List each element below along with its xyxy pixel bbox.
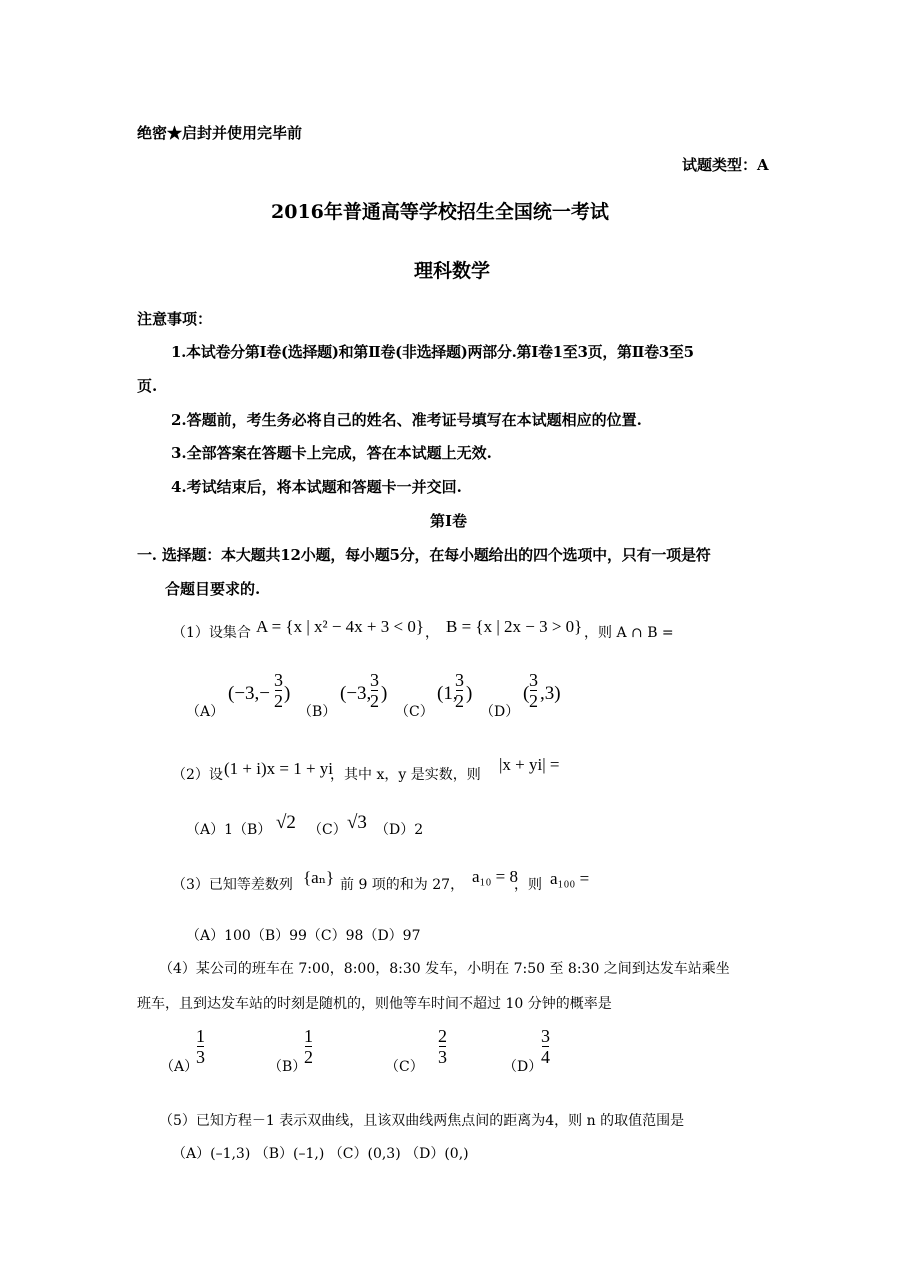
q3-tail: ，则 (514, 877, 542, 893)
q3-options: （A）100（B）99（C）98（D）97 (186, 928, 421, 944)
q2-mid: ，其中 x，y 是实数，则 (330, 767, 481, 783)
exam-subtitle: 理科数学 (414, 260, 491, 282)
q2-abs: |x + yi| = (499, 755, 560, 774)
q1-label-b: （B） (298, 704, 337, 720)
q1-option-a-num: 3 (274, 670, 283, 690)
q1-set-b: B = {x | 2x − 3 > 0} (446, 617, 583, 636)
exam-type-label: 试题类型：A (682, 156, 769, 174)
q1-option-d-den: 2 (529, 691, 538, 711)
q2-sqrt3: √3 (347, 812, 367, 833)
q1-option-d-pre: ( (523, 683, 530, 704)
notice-item-4: 4.考试结束后，将本试题和答题卡一并交回. (171, 478, 462, 496)
q4-option-a-den: 3 (196, 1047, 205, 1067)
q4-line-1: （4）某公司的班车在 7:00，8:00，8:30 发车，小明在 7:50 至 8:30 之间到达发车站乘坐 (159, 961, 730, 977)
q4-line-2: 班车，且到达发车站的时刻是随机的，则他等车时间不超过 10 分钟的概率是 (137, 996, 612, 1012)
q1-option-b-fraction (370, 670, 379, 711)
q4-option-b-num: 1 (304, 1026, 313, 1046)
q1-option-c-den: 2 (455, 691, 464, 711)
q5-options: （A）(–1,3) （B）(–1,) （C）(0,3) （D）(0,) (172, 1146, 469, 1162)
q4-option-a-num: 1 (196, 1026, 205, 1046)
q4-label-c: （C） (385, 1059, 424, 1075)
part-one-heading: 第Ⅰ卷 (430, 512, 468, 530)
q1-tail: ，则 A ∩ B = (584, 625, 674, 641)
confidential-mark: 绝密★启封并使用完毕前 (137, 124, 303, 142)
q1-option-c-fraction (455, 670, 464, 711)
q1-option-a-pre: (−3,− (228, 683, 271, 704)
q2-label-d: （D）2 (375, 822, 424, 838)
q4-option-d-num: 3 (541, 1026, 550, 1046)
q1-option-d-fraction (529, 670, 538, 711)
exam-title: 2016年普通高等学校招生全国统一考试 (271, 201, 609, 223)
q5-line: （5）已知方程－1 表示双曲线，且该双曲线两焦点间的距离为4，则 n 的取值范围是 (159, 1113, 685, 1129)
q3-sequence: {aₙ} (303, 868, 335, 887)
q1-comma: ， (425, 625, 439, 641)
q4-label-d: （D） (503, 1059, 543, 1075)
q3-ask: a₁₀₀ = (550, 869, 590, 888)
q1-option-b-pre: (−3, (340, 683, 372, 704)
q4-option-d-den: 4 (541, 1047, 550, 1067)
q4-option-c-fraction (438, 1026, 447, 1067)
q3-mid: 前 9 项的和为 27， (340, 877, 465, 893)
q1-option-c-post: ) (466, 683, 473, 704)
q2-label-c: （C） (308, 822, 347, 838)
q1-label-a: （A） (186, 704, 225, 720)
q4-option-c-den: 3 (438, 1047, 447, 1067)
notice-item-2: 2.答题前，考生务必将自己的姓名、准考证号填写在本试题相应的位置. (171, 411, 642, 429)
q1-option-b-num: 3 (370, 670, 379, 690)
q4-option-b-fraction (304, 1026, 313, 1067)
q4-label-b: （B） (268, 1059, 307, 1075)
q1-label-c: （C） (395, 704, 434, 720)
section-one-instructions: 一. 选择题：本大题共12小题，每小题5分，在每小题给出的四个选项中，只有一项是符 (137, 546, 711, 564)
q1-option-b-den: 2 (370, 691, 379, 711)
q1-lead: （1）设集合 (172, 625, 251, 641)
notice-heading: 注意事项： (137, 310, 213, 328)
notice-item-1-cont: 页. (137, 377, 158, 395)
q2-sqrt2: √2 (276, 812, 296, 833)
q4-label-a: （A） (160, 1059, 199, 1075)
q1-option-c-pre: (1, (437, 683, 458, 704)
q1-option-a-post: ) (284, 683, 291, 704)
q1-option-d-num: 3 (529, 670, 538, 690)
q4-option-a-fraction (196, 1026, 205, 1067)
notice-item-1: 1.本试卷分第Ⅰ卷(选择题)和第Ⅱ卷(非选择题)两部分.第Ⅰ卷1至3页，第Ⅱ卷3至5 (171, 343, 694, 361)
q1-option-a-den: 2 (274, 691, 283, 711)
q4-option-d-fraction (541, 1026, 550, 1067)
q3-lead: （3）已知等差数列 (172, 877, 293, 893)
q2-lead: （2）设 (172, 767, 223, 783)
q1-option-d-post: ,3) (540, 683, 561, 704)
q1-option-c-num: 3 (455, 670, 464, 690)
notice-item-3: 3.全部答案在答题卡上完成，答在本试题上无效. (171, 444, 492, 462)
q1-label-d: （D） (480, 704, 520, 720)
q4-option-c-num: 2 (438, 1026, 447, 1046)
q1-option-a-fraction (274, 670, 283, 711)
q1-set-a: A = {x | x² − 4x + 3 < 0} (256, 617, 425, 636)
q3-condition: a₁₀ = 8 (472, 867, 518, 886)
q2-option-a-b: （A）1（B） (186, 822, 272, 838)
section-one-instructions-cont: 合题目要求的. (165, 580, 261, 598)
q4-option-b-den: 2 (304, 1047, 313, 1067)
q1-option-b-post: ) (381, 683, 388, 704)
q2-equation: (1 + i)x = 1 + yi (224, 759, 334, 778)
